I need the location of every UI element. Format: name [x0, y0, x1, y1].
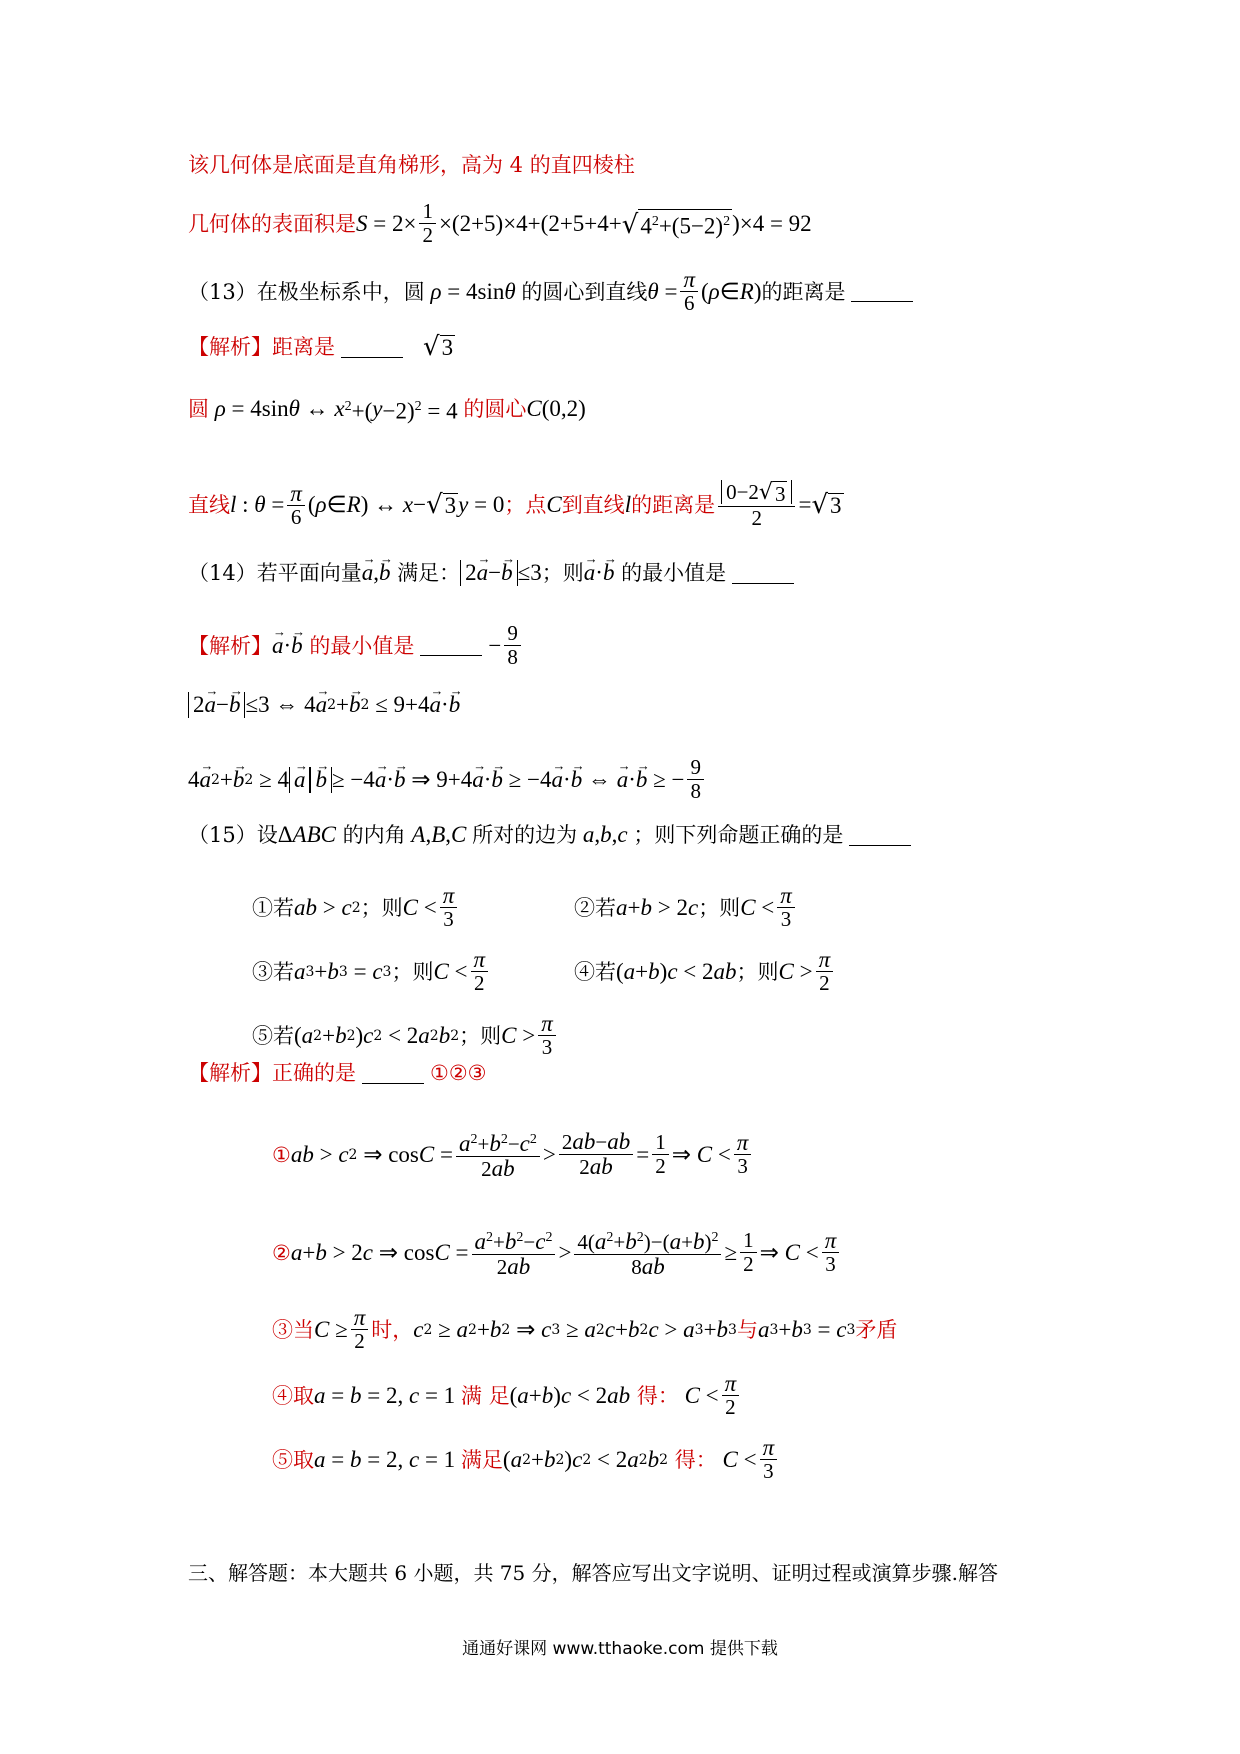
derivation-14-step1: 2→ a−→ b ≤3 ⇔ 4 → a 2 + → b 2 ≤ 9+4 → a · → b	[188, 692, 460, 718]
answer-blank	[420, 635, 482, 656]
fraction-half: $\frac{1}{2}$	[419, 200, 436, 247]
analysis-13: 【解析】 距离是 √ 3	[188, 332, 454, 362]
footer-text: 通通好课网 www.tthaoke.com 提供下载	[462, 1639, 778, 1659]
question-13: （13）在极坐标系中，圆 ρ = 4sin θ 的圆心到直线 θ = $\frac{\pi}{6}$ ( ρ ∈ R ) 的距离是	[188, 268, 919, 315]
option-3: ③若 a 3 + b 3 = c 3 ；则 C < $\frac{\pi}{2}$	[252, 948, 491, 995]
answer-blank	[851, 281, 913, 302]
analysis-14: 【解析】 → a · → b 的最小值是 − $\frac{9}{8}$	[188, 622, 524, 669]
derivation-14-step2: 4 → a 2 + → b 2 ≥ 4 → a → b ≥ −4 → a · → b ⇒ 9+4 → a · → b ≥ −4 → a · → b ⇔ → a · → b ≥ − $\frac{9}{8}$	[188, 756, 707, 803]
proof-step-3: ③当 C ≥ $\frac{\pi}{2}$ 时， c 2 ≥ a 2 + b 2 ⇒ c 3 ≥ a 2 c + b 2 c > a 3 + b 3 与 a 3 + b 3 = c 3 矛盾	[272, 1305, 898, 1353]
question-14: （14）若平面向量 → a , → b 满足： 2→ a−→ b ≤3 ；则 → a · → b 的最小值是	[188, 560, 800, 586]
question-15: （15）设 Δ ABC 的内角 A , B , C 所对的边为 a , b , c ；则下列命题正确的是	[188, 822, 917, 848]
proof-step-2: ② a + b > 2 c ⇒ cos C = $\frac{a^2+b^2-c^2}{2ab}$ > $\frac{4(a^2+b^2)-(a+b)^2}{8ab}$ ≥ $\frac{1}{2}$ ⇒ C < $\frac{\pi}{3}$	[272, 1226, 842, 1279]
line-distance: 直线 l : θ = $\frac{\pi}{6}$ ( ρ ∈ R ) ↔ x − √ 3 y = 0 ；点 C 到直线 l 的距离是 0−2 √ 3 2 = √ 3	[188, 480, 842, 530]
answer-blank	[341, 337, 403, 358]
answer-blank	[849, 825, 911, 846]
option-5: ⑤若 ( a 2 + b 2 ) c 2 < 2 a 2 b 2 ；则 C > $\frac{\pi}{3}$	[252, 1012, 559, 1059]
option-4: ④若 ( a + b ) c < 2 ab ；则 C > $\frac{\pi}{2}$	[574, 948, 836, 995]
answer-blank	[362, 1063, 424, 1084]
proof-step-4: ④取 a = b = 2, c = 1 满 足 ( a + b ) c < 2 ab 得： C < $\frac{\pi}{2}$	[272, 1372, 742, 1419]
circle-center-line: 圆 ρ = 4sin θ ↔ x $^2$+( y −2)$^2$ = 4 的圆心 C (0,2)	[188, 396, 586, 424]
answer-blank	[732, 563, 794, 584]
section-3-heading: 三、解答题：本大题共 6 小题，共 75 分，解答应写出文字说明、证明过程或演算步骤.解答	[188, 1561, 998, 1585]
proof-step-5: ⑤取 a = b = 2, c = 1 满足 ( a 2 + b 2 ) c 2 < 2 a 2 b 2 得： C < $\frac{\pi}{3}$	[272, 1436, 780, 1483]
option-1: ①若 ab > c 2 ；则 C < $\frac{\pi}{3}$	[252, 884, 460, 931]
sqrt-expression: √ $4^2+(5-2)^2$	[621, 210, 731, 241]
proof-step-1: ① ab > c 2 ⇒ cos C = $\frac{a^2+b^2-c^2}{2ab}$ > $\frac{2ab-ab}{2ab}$ = $\frac{1}{2}$ ⇒ C < $\frac{\pi}{3}$	[272, 1128, 754, 1181]
surface-area-line: 几何体的表面积是 S = 2× $\frac{1}{2}$ ×(2+5)×4+(2+5+4+ √ $4^2+(5-2)^2$ )×4 = 92	[188, 199, 812, 247]
geometry-description: 该几何体是底面是直角梯形，高为 4 的直四棱柱	[188, 153, 635, 177]
distance-fraction: 0−2 √ 3 2	[718, 480, 795, 530]
analysis-15: 【解析】 正确的是 ①②③	[188, 1061, 487, 1085]
option-2: ②若 a + b > 2 c ；则 C < $\frac{\pi}{3}$	[574, 884, 798, 931]
